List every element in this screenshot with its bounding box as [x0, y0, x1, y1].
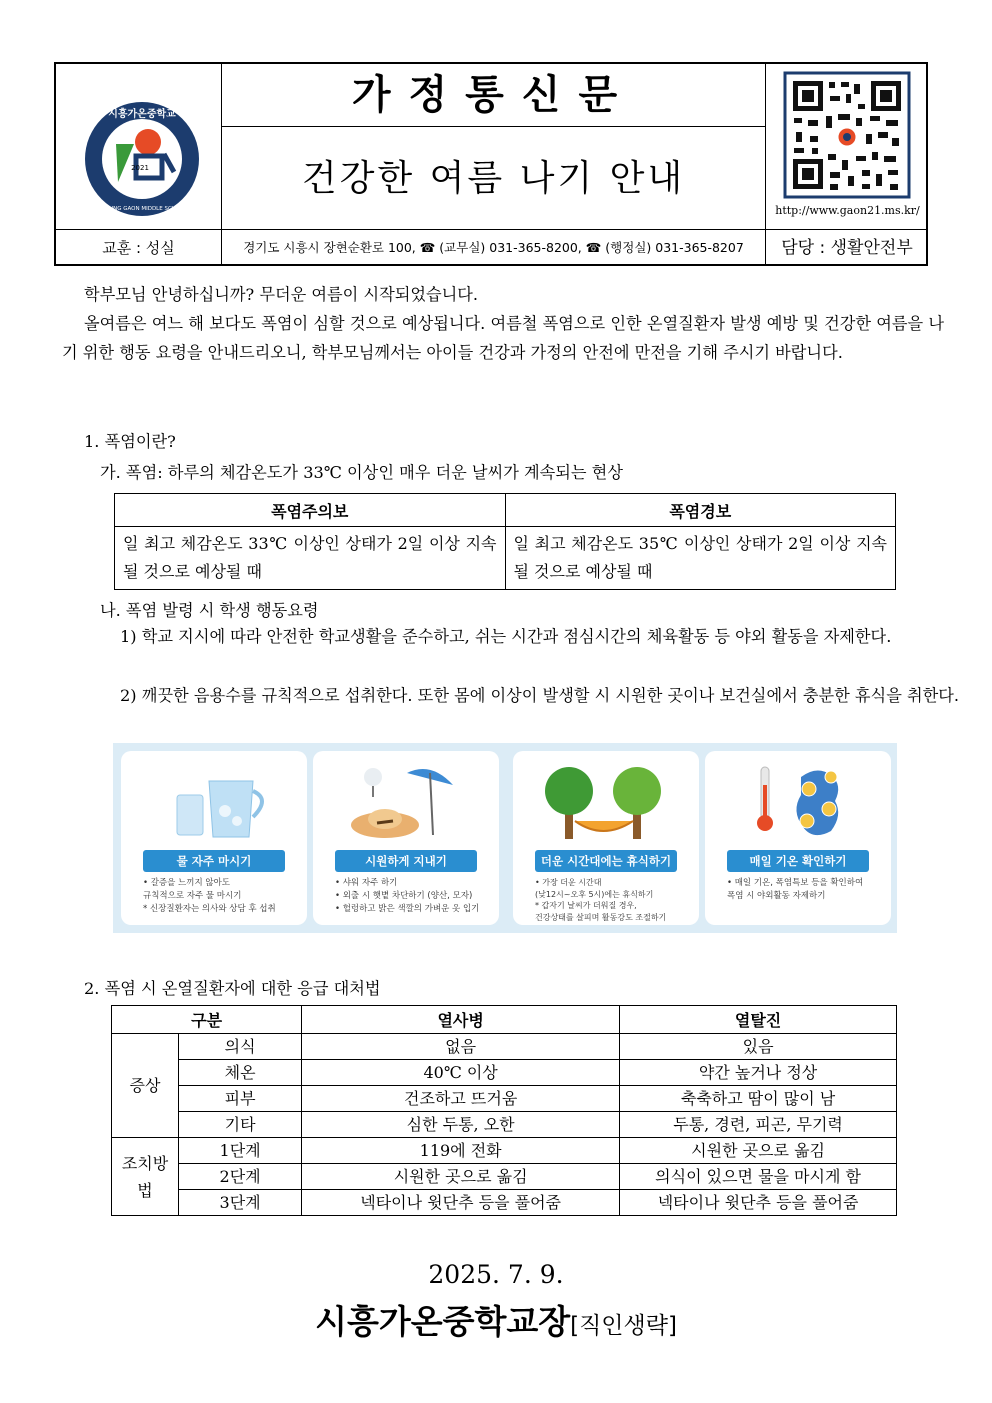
- qr-code[interactable]: [766, 64, 929, 204]
- title-cell: [222, 64, 765, 230]
- school-logo: [56, 64, 222, 230]
- tip-desc: [143, 877, 303, 916]
- tip-card: [513, 751, 699, 925]
- section1-a: 가. 폭염: 하루의 체감온도가 33℃ 이상인 매우 더운 날씨가 계속되는 현상: [100, 463, 623, 482]
- section1-b: 나. 폭염 발령 시 학생 행동요령: [100, 601, 319, 620]
- tip-line: • 매일 기온, 폭염특보 등을 확인하여: [727, 878, 864, 888]
- table-cell: 건조하고 뜨거움: [302, 1086, 620, 1112]
- school-address: 경기도 시흥시 장현순환로 100, ☎ (교무실) 031-365-8200, ☎ (행정실) 031-365-8207: [243, 240, 744, 255]
- tip-desc: [727, 877, 887, 903]
- department-in-charge: 담당 : 생활안전부: [765, 230, 928, 266]
- logo-text-en: SIHEUNG GAON MIDDLE SCHOOL: [96, 206, 188, 212]
- tip-label: 더운 시간대에는 휴식하기: [535, 850, 677, 872]
- logo-year: 2021: [131, 164, 149, 172]
- section1-title: 1. 폭염이란?: [84, 432, 176, 451]
- tip-line: * 갑자기 날씨가 더워질 경우,: [535, 901, 637, 910]
- table-cell: 있음: [620, 1034, 897, 1060]
- signer-name: 시흥가온중학교장: [315, 1302, 571, 1341]
- tip-line: * 신장질환자는 의사와 상담 후 섭취: [143, 904, 276, 914]
- seal-omitted: [직인생략]: [570, 1313, 677, 1339]
- section1-b2: 2) 깨끗한 음용수를 규칙적으로 섭취한다. 또한 몸에 이상이 발생할 시 시원한 곳이나 보건실에서 충분한 휴식을 취한다.: [120, 686, 960, 705]
- row-label: 체온: [179, 1060, 302, 1086]
- table-cell: 일 최고 체감온도 33℃ 이상인 상태가 2일 이상 지속될 것으로 예상될 때: [115, 527, 506, 590]
- school-motto: 교훈 : 성실: [56, 230, 222, 266]
- tip-card: [313, 751, 499, 925]
- table-cell: 두통, 경련, 피곤, 무기력: [620, 1112, 897, 1138]
- table-header: 폭염경보: [505, 494, 896, 527]
- table-cell: 40℃ 이상: [302, 1060, 620, 1086]
- section1-b1: 1) 학교 지시에 따라 안전한 학교생활을 준수하고, 쉬는 시간과 점심시간의 체육활동 등 야외 활동을 자제한다.: [120, 627, 892, 646]
- table-cell: 심한 두통, 오한: [302, 1112, 620, 1138]
- table-cell: 시원한 곳으로 옮김: [620, 1138, 897, 1164]
- school-url[interactable]: http://www.gaon21.ms.kr/: [775, 204, 920, 217]
- table-cell: 일 최고 체감온도 35℃ 이상인 상태가 2일 이상 지속될 것으로 예상될 때: [505, 527, 896, 590]
- tip-card: [705, 751, 891, 925]
- tip-line: 폭염 시 야외활동 자제하기: [727, 891, 826, 901]
- table-cell: 119에 전화: [302, 1138, 620, 1164]
- row-group: 조치방법: [112, 1138, 179, 1216]
- trees-hammock-icon: [513, 751, 699, 847]
- table-header: 폭염주의보: [115, 494, 506, 527]
- principal-signature: [0, 1296, 992, 1343]
- heat-alert-table: [114, 493, 896, 590]
- tip-line: • 샤워 자주 하기: [335, 878, 398, 888]
- water-jug-icon: [121, 751, 307, 847]
- issue-date: 2025. 7. 9.: [428, 1260, 564, 1289]
- table-cell: 넥타이나 윗단추 등을 풀어줌: [620, 1190, 897, 1216]
- newsletter-header: [54, 62, 928, 266]
- first-aid-table: [111, 1005, 897, 1216]
- table-header: 구분: [112, 1006, 302, 1034]
- tip-label: 물 자주 마시기: [143, 850, 285, 872]
- tip-line: • 외출 시 햇볕 차단하기 (양산, 모자): [335, 891, 473, 901]
- section2-title: 2. 폭염 시 온열질환자에 대한 응급 대처법: [84, 979, 381, 998]
- page-subtitle: 건강한 여름 나기 안내: [301, 158, 686, 199]
- tip-line: • 갈증을 느끼지 않아도: [143, 878, 231, 888]
- table-header: 열탈진: [620, 1006, 897, 1034]
- tip-line: 건강상태를 살피며 활동강도 조절하기: [535, 912, 667, 922]
- table-cell: 약간 높거나 정상: [620, 1060, 897, 1086]
- row-label: 피부: [179, 1086, 302, 1112]
- umbrella-hat-icon: [313, 751, 499, 847]
- tip-line: 규칙적으로 자주 물 마시기: [143, 891, 242, 901]
- intro-greeting: 학부모님 안녕하십니까? 무더운 여름이 시작되었습니다.: [84, 285, 479, 304]
- school-logo-cell: [56, 64, 222, 230]
- table-cell: 축축하고 땀이 많이 남: [620, 1086, 897, 1112]
- table-cell: 없음: [302, 1034, 620, 1060]
- table-header: 열사병: [302, 1006, 620, 1034]
- tip-desc: [535, 877, 695, 923]
- tip-line: (낮12시~오후 5시)에는 휴식하기: [535, 889, 654, 899]
- row-label: 3단계: [179, 1190, 302, 1216]
- page-title: 가정통신문: [222, 64, 765, 127]
- heat-tips-infographic: [113, 743, 897, 933]
- row-label: 의식: [179, 1034, 302, 1060]
- intro-body: 올여름은 여느 해 보다도 폭염이 심할 것으로 예상됩니다. 여름철 폭염으로 인한 온열질환자 발생 예방 및 건강한 여름을 나기 위한 행동 요령을 안내드리오니, 학부모님께서는 아이들 건강과 가정의 안전에 만전을 기해 주시기 바랍니다.: [62, 314, 944, 362]
- row-label: 1단계: [179, 1138, 302, 1164]
- tip-desc: [335, 877, 495, 916]
- table-cell: 넥타이나 윗단추 등을 풀어줌: [302, 1190, 620, 1216]
- tip-line: • 헐렁하고 밝은 색깔의 가벼운 옷 입기: [335, 904, 480, 914]
- row-group: 증상: [112, 1034, 179, 1138]
- thermometer-map-icon: [705, 751, 891, 847]
- logo-text: 시흥가온중학교: [108, 109, 176, 120]
- row-label: 2단계: [179, 1164, 302, 1190]
- row-label: 기타: [179, 1112, 302, 1138]
- table-cell: 시원한 곳으로 옮김: [302, 1164, 620, 1190]
- tip-label: 시원하게 지내기: [335, 850, 477, 872]
- tip-card: [121, 751, 307, 925]
- table-cell: 의식이 있으면 물을 마시게 함: [620, 1164, 897, 1190]
- tip-line: • 가장 더운 시간대: [535, 878, 602, 887]
- tip-label: 매일 기온 확인하기: [727, 850, 869, 872]
- qr-cell: [765, 64, 928, 230]
